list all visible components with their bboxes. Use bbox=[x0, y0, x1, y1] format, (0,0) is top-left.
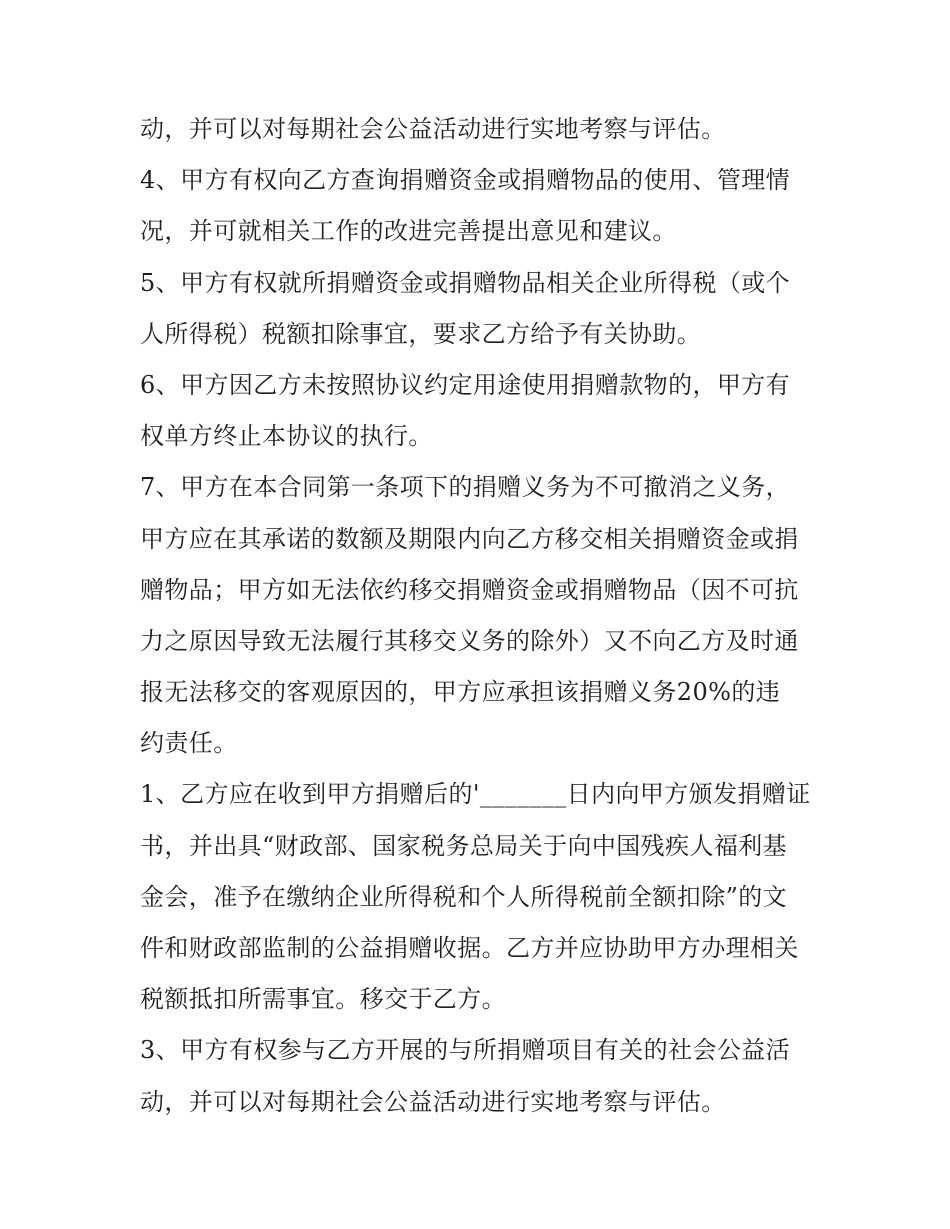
text-line: 件和财政部监制的公益捐赠收据。乙方并应协助甲方办理相关 bbox=[140, 934, 799, 962]
text-line: 赠物品；甲方如无法依约移交捐赠资金或捐赠物品（因不可抗 bbox=[140, 575, 799, 604]
text-line: 7、甲方在本合同第一条项下的捐赠义务为不可撤消之义务， bbox=[140, 473, 791, 502]
text-line: 力之原因导致无法履行其移交义务的除外）又不向乙方及时通 bbox=[140, 626, 799, 655]
text-line: 况，并可就相关工作的改进完善提出意见和建议。 bbox=[140, 217, 677, 246]
text-line: 约责任。 bbox=[140, 729, 238, 758]
text-line: 税额抵扣所需事宜。移交于乙方。 bbox=[140, 985, 506, 1014]
text-line: 报无法移交的客观原因的，甲方应承担该捐赠义务20%的违 bbox=[140, 678, 781, 707]
text-line: 1、乙方应在收到甲方捐赠后的'_______日内向甲方颁发捐赠证 bbox=[140, 780, 811, 809]
document-body bbox=[140, 108, 820, 1132]
text-line: 6、甲方因乙方未按照协议约定用途使用捐赠款物的，甲方有 bbox=[140, 370, 791, 399]
text-line: 3、甲方有权参与乙方开展的与所捐赠项目有关的社会公益活 bbox=[140, 1036, 791, 1065]
text-line: 权单方终止本协议的执行。 bbox=[140, 422, 433, 451]
text-line: 5、甲方有权就所捐赠资金或捐赠物品相关企业所得税（或个 bbox=[140, 268, 791, 297]
text-line: 金会，准予在缴纳企业所得税和个人所得税前全额扣除”的文 bbox=[140, 882, 788, 911]
text-line: 人所得税）税额扣除事宜，要求乙方给予有关协助。 bbox=[140, 319, 702, 348]
text-line: 书，并出具“财政部、国家税务总局关于向中国残疾人福利基 bbox=[140, 831, 788, 860]
text-line: 动，并可以对每期社会公益活动进行实地考察与评估。 bbox=[140, 115, 726, 143]
text-line: 动，并可以对每期社会公益活动进行实地考察与评估。 bbox=[140, 1087, 726, 1116]
text-line: 甲方应在其承诺的数额及期限内向乙方移交相关捐赠资金或捐 bbox=[140, 524, 799, 553]
text-line: 4、甲方有权向乙方查询捐赠资金或捐赠物品的使用、管理情 bbox=[140, 166, 791, 195]
